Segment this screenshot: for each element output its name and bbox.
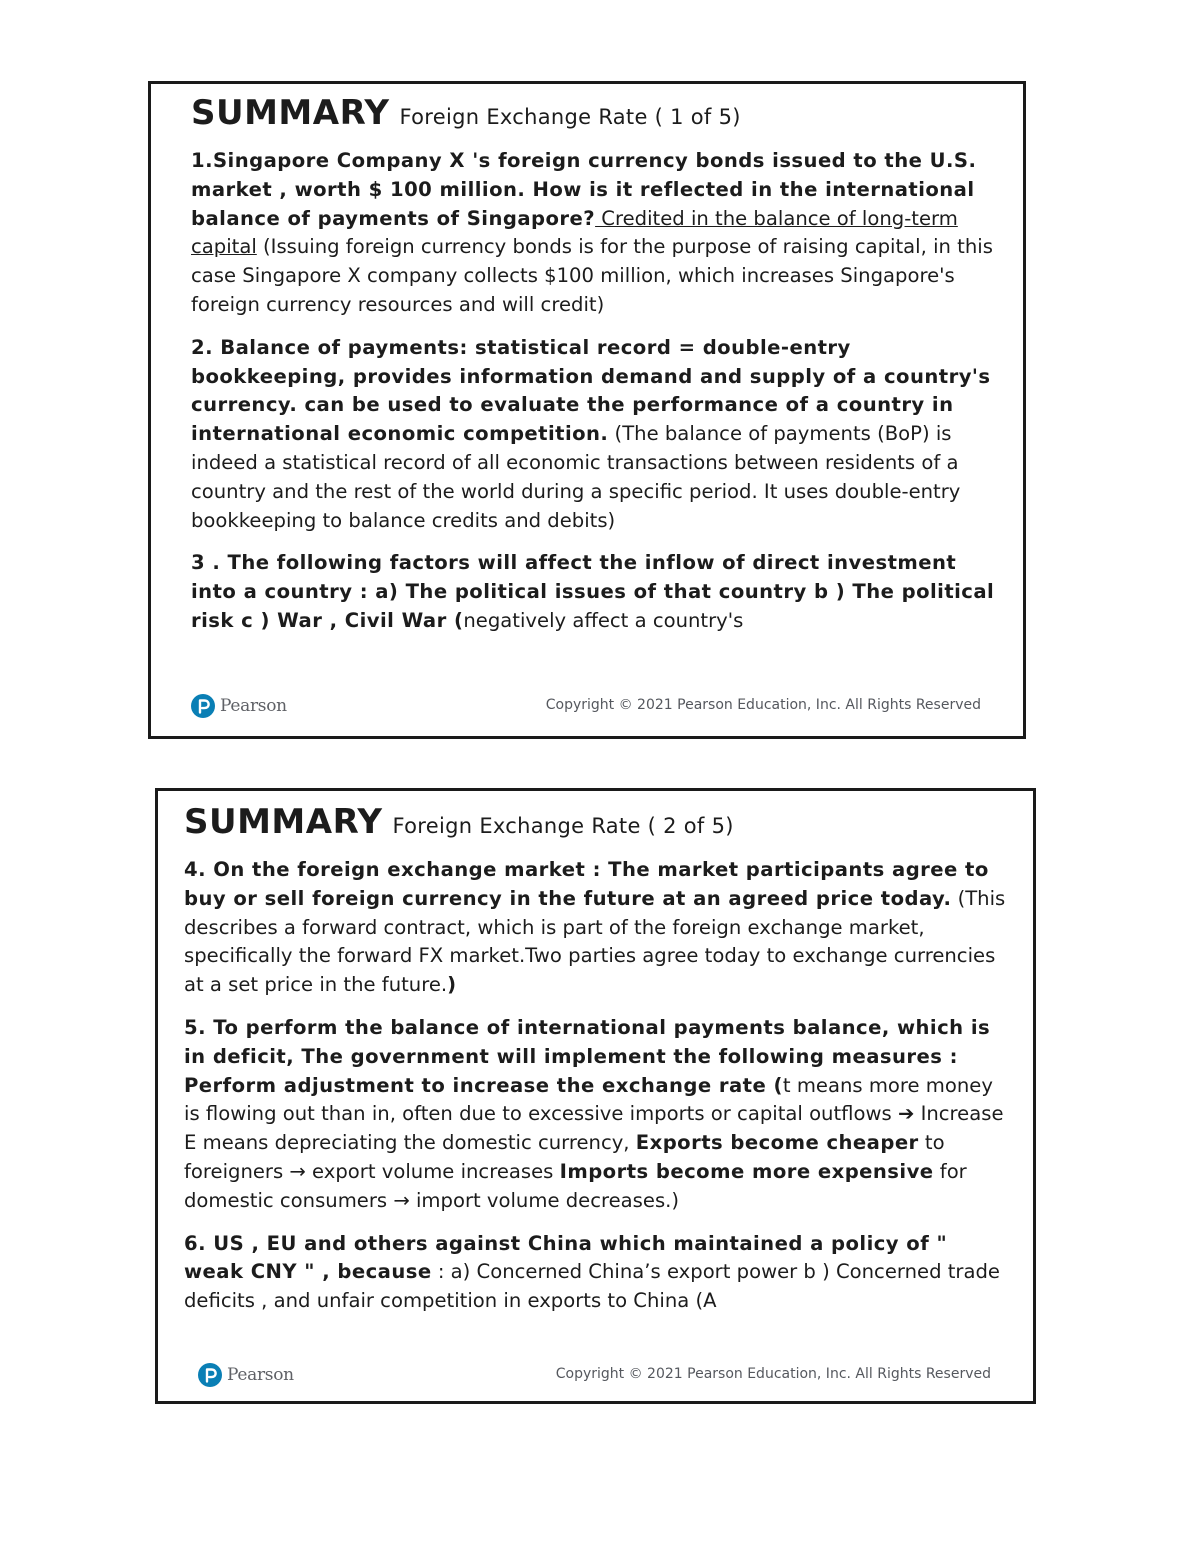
- item-bold-text: 1.Singapore Company X 's foreign currency bonds issued to the U.S. market , worth $ 100 million. How is it reflected in the international balance of payments of Singapore?: [191, 149, 977, 230]
- summary-item-6: [184, 1230, 1013, 1316]
- item-bold-text: 3 . The following factors will affect the inflow of direct investment into a country : a) The political issues of that country b ) The political risk c ) War , Civil War (: [191, 551, 995, 633]
- slide-title-main: SUMMARY: [191, 93, 390, 133]
- item-underlined-answer: Credited in the balance of long-term capital: [191, 206, 958, 259]
- copyright-text: Copyright © 2021 Pearson Education, Inc. All Rights Reserved: [545, 697, 981, 713]
- summary-item-1: [191, 147, 1001, 320]
- item-explanation: negatively affect a country's: [463, 609, 744, 633]
- slide-title-main: SUMMARY: [184, 802, 383, 842]
- item-explanation-imports: for domestic consumers → import volume decreases.): [184, 1160, 967, 1212]
- pearson-logo-text: Pearson: [220, 696, 287, 716]
- item-bold-emphasis-exports: Exports become cheaper: [635, 1131, 919, 1155]
- summary-item-3: [191, 549, 1001, 635]
- item-bold-close: ): [447, 973, 457, 997]
- item-explanation: (Issuing foreign currency bonds is for the purpose of raising capital, in this case Singapore X company collects $100 million, which increases Singapore's foreign currency resources and will credit): [191, 235, 993, 317]
- item-bold-text: 6. US , EU and others against China which maintained a policy of " weak CNY " , because: [184, 1231, 948, 1284]
- item-bold-text: 4. On the foreign exchange market : The market participants agree to buy or sell foreign currency in the future at an agreed price today.: [184, 858, 989, 910]
- slide-subtitle: Foreign Exchange Rate ( 2 of 5): [392, 814, 734, 838]
- slide-content: [184, 803, 1013, 1330]
- slide-subtitle: Foreign Exchange Rate ( 1 of 5): [399, 105, 741, 129]
- item-explanation: t means more money is flowing out than in, often due to excessive imports or capital outflows ➔ Increase E means depreciating the domestic currency,: [184, 1073, 1004, 1155]
- item-explanation-exports: to foreigners → export volume increases: [184, 1131, 945, 1184]
- pearson-logo-icon: [198, 1363, 222, 1387]
- slide-title: [191, 94, 1001, 133]
- item-explanation: (This describes a forward contract, which is part of the foreign exchange market, specifically the forward FX market.Two parties agree today to exchange currencies at a set price in the future.: [184, 886, 1006, 997]
- pearson-logo-icon: [191, 694, 215, 718]
- summary-item-4: [184, 856, 1013, 1000]
- item-bold-text: 5. To perform the balance of international payments balance, which is in deficit, The government will implement the following measures : Perform adjustment to increase the exchange rate (: [184, 1016, 991, 1097]
- summary-item-5: [184, 1014, 1013, 1216]
- pearson-logo: [198, 1363, 294, 1387]
- item-bold-emphasis-imports: Imports become more expensive: [559, 1160, 934, 1184]
- slide-footer: [191, 694, 981, 724]
- item-explanation: : a) Concerned China’s export power b ) Concerned trade deficits , and unfair competition in exports to China (A: [184, 1260, 1000, 1313]
- item-explanation: (The balance of payments (BoP) is indeed a statistical record of all economic transactions between residents of a country and the rest of the world during a specific period. It uses double-entry bookkeeping to balance credits and debits): [191, 422, 961, 532]
- pearson-logo: [191, 694, 287, 718]
- slide-content: [191, 94, 1001, 650]
- summary-slide-1: [148, 81, 1026, 739]
- slide-footer: [198, 1363, 991, 1393]
- summary-slide-2: [155, 788, 1036, 1404]
- slide-title: [184, 803, 1013, 842]
- summary-item-2: [191, 334, 1001, 536]
- pearson-logo-text: Pearson: [227, 1365, 294, 1385]
- copyright-text: Copyright © 2021 Pearson Education, Inc. All Rights Reserved: [555, 1366, 991, 1382]
- item-bold-text: 2. Balance of payments: statistical record = double-entry bookkeeping, provides information demand and supply of a country's currency. can be used to evaluate the performance of a country in international economic competition.: [191, 335, 991, 446]
